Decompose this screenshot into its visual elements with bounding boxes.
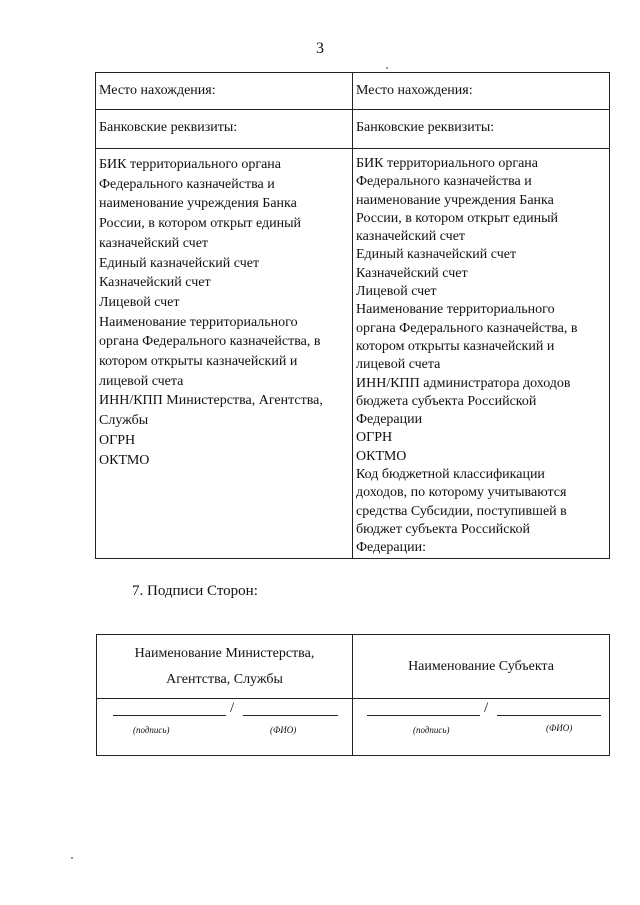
- right-requisite-line: органа Федерального казначейства, в: [356, 320, 578, 336]
- page-number: 3: [316, 40, 324, 57]
- left-requisite-line: котором открыты казначейский и: [99, 354, 298, 370]
- right-location-cell: [353, 73, 610, 110]
- left-bank-label: Банковские реквизиты:: [99, 120, 238, 135]
- ministry-signature-cell: [97, 699, 353, 756]
- left-requisite-line: ОКТМО: [99, 452, 150, 468]
- left-requisite-line: ИНН/КПП Министерства, Агентства,: [99, 393, 323, 409]
- name-rule: [497, 715, 601, 716]
- name-caption: (ФИО): [270, 725, 297, 735]
- right-bank-label: Банковские реквизиты:: [356, 120, 495, 135]
- right-requisite-line: лицевой счета: [356, 357, 441, 373]
- left-requisite-line: Федерального казначейства и: [99, 176, 275, 192]
- right-requisite-line: Лицевой счет: [356, 284, 437, 300]
- requisites-table: [95, 72, 610, 559]
- slash-separator: /: [484, 700, 489, 716]
- left-requisite-line: казначейский счет: [99, 235, 209, 251]
- right-requisite-line: ИНН/КПП администратора доходов: [356, 375, 571, 391]
- right-requisite-line: ОГРН: [356, 430, 393, 446]
- right-requisites-list: [353, 149, 609, 558]
- left-requisite-line: Казначейский счет: [99, 275, 211, 291]
- name-rule: [243, 715, 338, 716]
- left-requisite-line: Службы: [99, 413, 149, 429]
- left-requisite-line: наименование учреждения Банка: [99, 196, 297, 212]
- scan-speck: [71, 857, 73, 859]
- right-bank-cell: [353, 110, 610, 149]
- left-requisite-line: ОГРН: [99, 432, 136, 448]
- bank-details-row: [96, 110, 610, 149]
- right-requisite-line: Федерального казначейства и: [356, 174, 532, 190]
- section-title: 7. Подписи Сторон:: [132, 583, 258, 599]
- left-location-cell: [96, 73, 353, 110]
- ministry-name-cell: [97, 635, 353, 699]
- ministry-name-line: Агентства, Службы: [166, 671, 283, 687]
- left-requisite-line: России, в котором открыт единый: [99, 216, 302, 232]
- left-requisite-line: органа Федерального казначейства, в: [99, 334, 321, 350]
- left-requisites-cell: [96, 149, 353, 559]
- right-requisite-line: бюджет субъекта Российской: [356, 521, 531, 537]
- signature-caption: (подпись): [413, 725, 450, 735]
- signatures-table: [96, 634, 610, 756]
- right-requisite-line: казначейский счет: [356, 229, 466, 245]
- location-row: [96, 73, 610, 110]
- right-requisite-line: России, в котором открыт единый: [356, 210, 559, 226]
- right-requisite-line: Казначейский счет: [356, 265, 468, 281]
- right-requisite-line: котором открыты казначейский и: [356, 338, 555, 354]
- name-caption: (ФИО): [546, 723, 573, 733]
- subject-name-cell: [353, 635, 610, 699]
- subject-signature-line: [353, 699, 609, 755]
- left-location-label: Место нахождения:: [99, 83, 216, 98]
- left-requisite-line: лицевой счета: [99, 373, 184, 389]
- subject-name-label: Наименование Субъекта: [408, 658, 554, 674]
- signatures-sign-row: [97, 699, 610, 756]
- right-requisite-line: Единый казначейский счет: [356, 247, 517, 263]
- scan-speck: [386, 67, 388, 69]
- right-requisite-line: Наименование территориального: [356, 302, 555, 318]
- signatures-header-row: [97, 635, 610, 699]
- signature-rule: [113, 715, 226, 716]
- right-requisite-line: средства Субсидии, поступившей в: [356, 503, 567, 519]
- slash-separator: /: [230, 700, 235, 716]
- right-location-label: Место нахождения:: [356, 83, 473, 98]
- right-requisite-line: наименование учреждения Банка: [356, 192, 554, 208]
- left-requisite-line: Единый казначейский счет: [99, 255, 260, 271]
- left-requisite-line: Лицевой счет: [99, 294, 180, 310]
- right-requisites-cell: [353, 149, 610, 559]
- subject-signature-cell: [353, 699, 610, 756]
- ministry-signature-line: [97, 699, 352, 755]
- left-requisite-line: Наименование территориального: [99, 314, 298, 330]
- right-requisite-line: доходов, по которому учитываются: [356, 485, 567, 501]
- right-requisite-line: Федерации:: [356, 540, 427, 556]
- right-requisite-line: БИК территориального органа: [356, 156, 538, 171]
- right-requisite-line: бюджета субъекта Российской: [356, 393, 537, 409]
- right-requisite-line: Код бюджетной классификации: [356, 467, 545, 483]
- left-requisite-line: БИК территориального органа: [99, 157, 281, 172]
- right-requisite-line: Федерации: [356, 412, 423, 428]
- left-requisites-list: [96, 149, 352, 470]
- ministry-name-line: Наименование Министерства,: [134, 645, 315, 661]
- signature-caption: (подпись): [133, 725, 170, 735]
- right-requisite-line: ОКТМО: [356, 448, 407, 464]
- signature-rule: [367, 715, 480, 716]
- requisites-body-row: [96, 149, 610, 559]
- left-bank-cell: [96, 110, 353, 149]
